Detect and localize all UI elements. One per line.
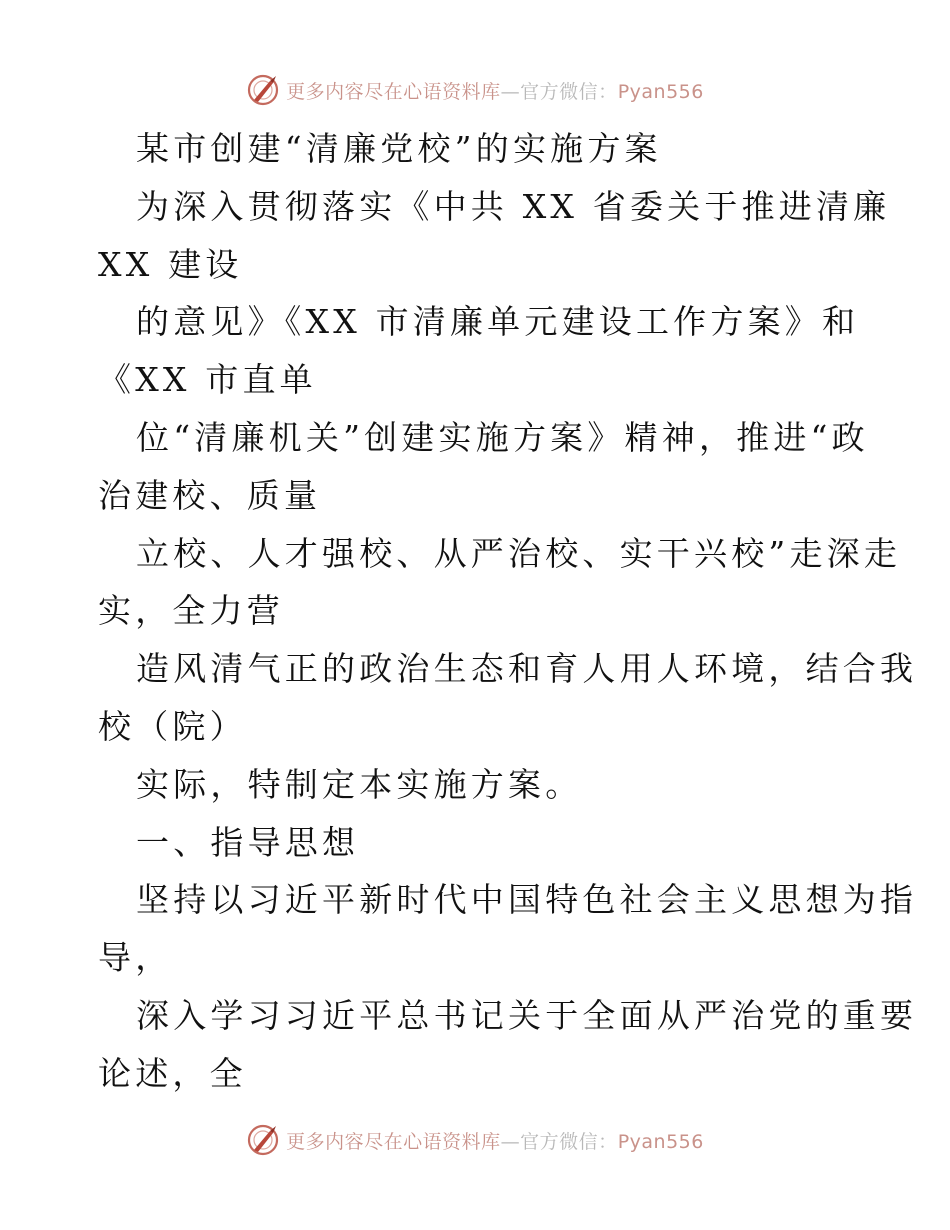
text-line: 坚持以习近平新时代中国特色社会主义思想为指 <box>136 880 918 920</box>
text-line: 实，全力营 <box>98 591 284 631</box>
text-line: 《XX 市直单 <box>98 360 317 400</box>
watermark-wechat-label: 官方微信： <box>520 1130 618 1153</box>
text-line: 的意见》《XX 市清廉单元建设工作方案》和 <box>136 302 860 342</box>
watermark-dash: — <box>500 1130 521 1153</box>
text-line: 校（院） <box>98 706 247 746</box>
text-line: 造风清气正的政治生态和育人用人环境，结合我 <box>136 649 918 689</box>
header-watermark <box>0 70 950 110</box>
text-line: 位“清廉机关”创建实施方案》精神，推进“政 <box>136 417 869 457</box>
text-line: XX 建设 <box>98 244 243 284</box>
text-line: 论述，全 <box>98 1053 247 1093</box>
document-body <box>98 120 918 1103</box>
watermark-dash: — <box>500 80 521 103</box>
text-line: 导， <box>98 938 173 978</box>
text-line: 立校、人才强校、从严治校、实干兴校”走深走 <box>136 533 902 573</box>
text-line: 深入学习习近平总书记关于全面从严治党的重要 <box>136 995 918 1035</box>
watermark-text <box>286 1127 704 1154</box>
footer-watermark <box>0 1120 950 1160</box>
text-line: 治建校、质量 <box>98 475 322 515</box>
quill-logo-icon <box>246 73 280 107</box>
watermark-text <box>286 77 704 104</box>
watermark-wechat-label: 官方微信： <box>520 80 618 103</box>
quill-logo-icon <box>246 1123 280 1157</box>
watermark-wechat-id: Pyan556 <box>617 1130 704 1153</box>
watermark-slogan: 更多内容尽在心语资料库 <box>286 80 501 103</box>
document-title: 某市创建“清廉党校”的实施方案 <box>136 129 662 168</box>
paragraph-lines <box>98 178 918 1103</box>
text-line: 一、指导思想 <box>136 822 360 862</box>
text-line: 为深入贯彻落实《中共 XX 省委关于推进清廉 <box>136 186 891 226</box>
watermark-slogan: 更多内容尽在心语资料库 <box>286 1130 501 1153</box>
watermark-wechat-id: Pyan556 <box>617 80 704 103</box>
text-line: 实际，特制定本实施方案。 <box>136 764 583 804</box>
